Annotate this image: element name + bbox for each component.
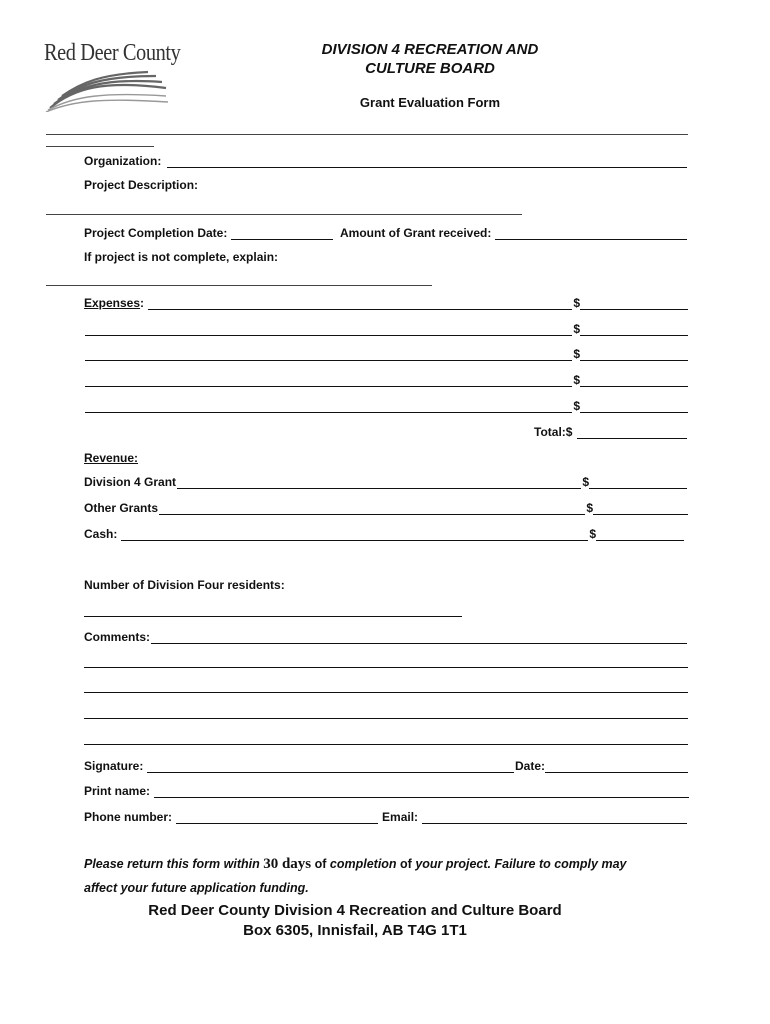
print-name-field[interactable]	[84, 784, 690, 798]
comments-field[interactable]	[84, 630, 688, 644]
revenue-cash-row[interactable]	[84, 527, 684, 541]
signature-row[interactable]	[84, 759, 688, 773]
currency-symbol: $	[573, 373, 580, 387]
logo-wordmark: Red Deer County	[44, 40, 181, 66]
organization-label: Organization:	[84, 154, 162, 168]
form-title-line-2: CULTURE BOARD	[365, 60, 495, 77]
signature-label: Signature:	[84, 759, 144, 773]
currency-symbol: $	[573, 322, 580, 336]
comments-line[interactable]	[84, 692, 688, 693]
expense-row[interactable]	[84, 296, 688, 310]
currency-symbol: $	[573, 296, 580, 310]
date-label: Date:	[514, 759, 545, 773]
currency-symbol: $	[573, 347, 580, 361]
divider-line	[46, 134, 688, 135]
currency-symbol: $	[586, 501, 593, 515]
footer-address: Box 6305, Innisfail, AB T4G 1T1	[243, 922, 467, 939]
not-complete-label: If project is not complete, explain:	[84, 250, 279, 264]
organization-field[interactable]	[84, 154, 688, 168]
return-notice	[84, 852, 704, 900]
revenue-label: Revenue:	[84, 451, 139, 465]
other-grants-label: Other Grants	[84, 501, 159, 515]
email-label: Email:	[382, 810, 419, 824]
amount-received-label: Amount of Grant received:	[340, 226, 492, 240]
residents-label: Number of Division Four residents:	[84, 578, 285, 592]
expense-row[interactable]	[84, 347, 688, 361]
expense-row[interactable]	[84, 373, 688, 387]
expense-row[interactable]	[84, 322, 688, 336]
division4-grant-label: Division 4 Grant	[84, 475, 177, 489]
not-complete-line[interactable]	[46, 285, 432, 286]
phone-label: Phone number:	[84, 810, 173, 824]
county-logo-swoosh-icon	[44, 66, 174, 112]
expenses-total-field[interactable]	[534, 425, 688, 439]
phone-email-row[interactable]	[84, 810, 688, 824]
comments-line[interactable]	[84, 667, 688, 668]
notice-days: 30 days	[263, 856, 312, 872]
comments-line[interactable]	[84, 744, 688, 745]
form-title-line-1: DIVISION 4 RECREATION AND	[321, 41, 539, 58]
form-subtitle: Grant Evaluation Form	[359, 95, 501, 110]
project-description-line[interactable]	[46, 214, 522, 215]
residents-line[interactable]	[84, 616, 462, 617]
cash-label: Cash:	[84, 527, 118, 541]
expenses-total-label: Total:$	[534, 425, 573, 439]
revenue-other-row[interactable]	[84, 501, 688, 515]
footer-organization: Red Deer County Division 4 Recreation and Culture Board	[148, 902, 562, 919]
revenue-division4-row[interactable]	[84, 475, 687, 489]
project-description-label: Project Description:	[84, 178, 199, 192]
expenses-label: Expenses	[84, 296, 141, 310]
completion-date-label: Project Completion Date:	[84, 226, 228, 240]
expenses-colon: :	[140, 296, 145, 310]
print-name-label: Print name:	[84, 784, 151, 798]
completion-date-field[interactable]	[84, 226, 334, 240]
notice-line-1: Please return this form within 30 days of completion of your project. Failure to comply may	[84, 856, 627, 872]
divider-line	[46, 146, 154, 147]
comments-line[interactable]	[84, 718, 688, 719]
notice-line-2: affect your future application funding.	[84, 881, 309, 895]
comments-label: Comments:	[84, 630, 151, 644]
currency-symbol: $	[573, 399, 580, 413]
currency-symbol: $	[589, 527, 596, 541]
amount-received-field[interactable]	[340, 226, 688, 240]
currency-symbol: $	[582, 475, 589, 489]
expense-row[interactable]	[84, 399, 688, 413]
